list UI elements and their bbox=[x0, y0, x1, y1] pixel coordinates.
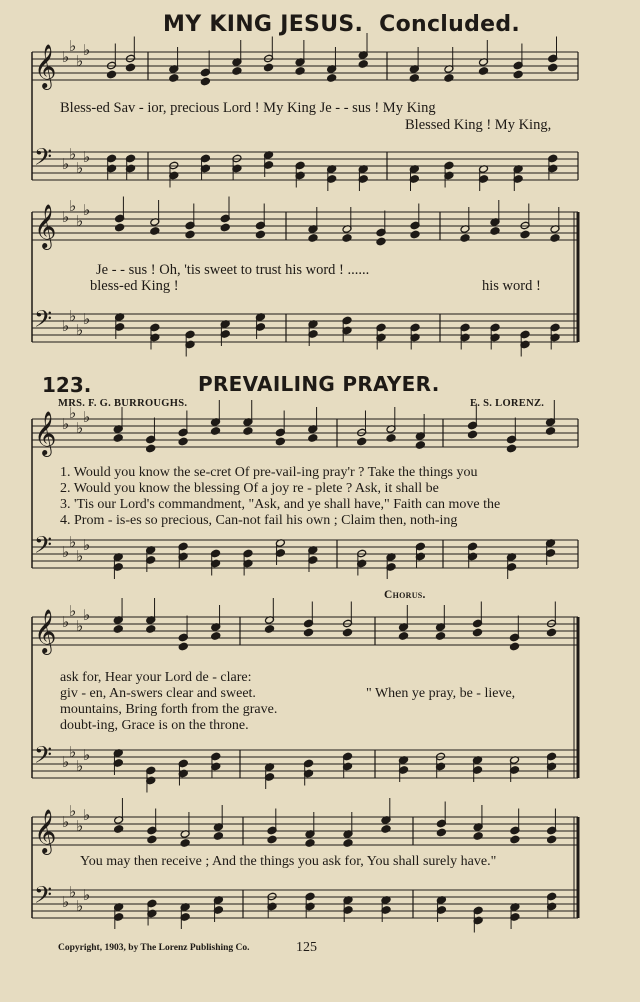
flat-icon: ♭ bbox=[83, 536, 91, 554]
flat-icon: ♭ bbox=[69, 145, 77, 163]
treble-clef-icon: 𝄞 bbox=[34, 204, 57, 248]
note-head bbox=[510, 642, 520, 651]
note-head bbox=[547, 628, 557, 637]
note-head bbox=[150, 227, 160, 236]
lyric-line-alt: his word ! bbox=[482, 278, 541, 294]
chorus-line: " When ye pray, be - lieve, bbox=[366, 686, 516, 701]
flat-icon: ♭ bbox=[69, 602, 77, 620]
bass-clef-icon: 𝄢 bbox=[34, 143, 53, 176]
flat-icon: ♭ bbox=[62, 893, 70, 911]
note-head bbox=[255, 230, 265, 239]
note-head bbox=[343, 839, 353, 848]
title-text: MY KING JESUS. bbox=[163, 12, 364, 37]
note-head bbox=[147, 835, 157, 844]
hymn-number: 123. bbox=[42, 373, 92, 397]
note-head bbox=[399, 632, 409, 641]
verse-line: giv - en, An-swers clear and sweet. bbox=[60, 686, 256, 701]
note-head bbox=[267, 835, 277, 844]
flat-icon: ♭ bbox=[69, 743, 77, 761]
copyright: Copyright, 1903, by The Lorenz Publishing Co. bbox=[58, 943, 250, 953]
note-head bbox=[358, 60, 368, 69]
note-head bbox=[546, 427, 556, 436]
verse-line: 1. Would you know the se-cret Of pre-vail-ing pray'r ? Take the things you bbox=[60, 465, 478, 480]
flat-icon: ♭ bbox=[83, 41, 91, 59]
note-head bbox=[178, 642, 188, 651]
note-head bbox=[444, 74, 454, 83]
flat-icon: ♭ bbox=[83, 806, 91, 824]
bass-clef-icon: 𝄢 bbox=[34, 881, 53, 914]
treble-clef-icon: 𝄞 bbox=[34, 809, 57, 853]
flat-icon: ♭ bbox=[62, 613, 70, 631]
note-head bbox=[436, 632, 446, 641]
note-head bbox=[113, 434, 123, 443]
note-head bbox=[468, 430, 478, 439]
flat-icon: ♭ bbox=[76, 617, 84, 635]
note-head bbox=[213, 832, 223, 841]
flat-icon: ♭ bbox=[69, 802, 77, 820]
note-head bbox=[473, 628, 483, 637]
flat-icon: ♭ bbox=[62, 415, 70, 433]
note-head bbox=[513, 70, 523, 79]
flat-icon: ♭ bbox=[76, 321, 84, 339]
note-head bbox=[479, 67, 489, 76]
flat-icon: ♭ bbox=[83, 310, 91, 328]
flat-icon: ♭ bbox=[76, 159, 84, 177]
flat-icon: ♭ bbox=[62, 543, 70, 561]
flat-icon: ♭ bbox=[62, 48, 70, 66]
note-head bbox=[185, 230, 195, 239]
flat-icon: ♭ bbox=[76, 897, 84, 915]
note-head bbox=[180, 839, 190, 848]
note-head bbox=[232, 67, 242, 76]
lyric-line: Bless-ed Sav - ior, precious Lord ! My King Je - - sus ! My King bbox=[60, 100, 436, 116]
note-head bbox=[114, 825, 124, 834]
note-head bbox=[436, 828, 446, 837]
flat-icon: ♭ bbox=[69, 307, 77, 325]
verse-line: doubt-ing, Grace is on the throne. bbox=[60, 718, 249, 733]
verse-line: 2. Would you know the blessing Of a joy re - plete ? Ask, it shall be bbox=[60, 481, 439, 496]
note-head bbox=[520, 230, 530, 239]
flat-icon: ♭ bbox=[83, 148, 91, 166]
note-head bbox=[113, 625, 123, 634]
chorus-label: Chorus. bbox=[384, 589, 426, 601]
flat-icon: ♭ bbox=[69, 883, 77, 901]
title-suffix: Concluded. bbox=[379, 12, 521, 37]
flat-icon: ♭ bbox=[83, 746, 91, 764]
verse-line: mountains, Bring forth from the grave. bbox=[60, 702, 278, 717]
note-head bbox=[146, 444, 156, 453]
treble-clef-icon: 𝄞 bbox=[34, 609, 57, 653]
flat-icon: ♭ bbox=[83, 408, 91, 426]
note-head bbox=[275, 437, 285, 446]
note-head bbox=[220, 223, 230, 232]
note-head bbox=[342, 234, 352, 243]
note-head bbox=[415, 441, 425, 450]
lyric-line-alt: bless-ed King ! bbox=[90, 278, 179, 294]
note-head bbox=[295, 67, 305, 76]
flat-icon: ♭ bbox=[62, 753, 70, 771]
note-head bbox=[327, 74, 337, 83]
flat-icon: ♭ bbox=[62, 155, 70, 173]
note-head bbox=[510, 835, 520, 844]
flat-icon: ♭ bbox=[69, 37, 77, 55]
note-head bbox=[357, 437, 367, 446]
note-head bbox=[305, 839, 315, 848]
flat-icon: ♭ bbox=[62, 208, 70, 226]
flat-icon: ♭ bbox=[69, 197, 77, 215]
bass-clef-icon: 𝄢 bbox=[34, 531, 53, 564]
note-head bbox=[308, 434, 318, 443]
note-head bbox=[107, 70, 117, 79]
chorus-line: You may then receive ; And the things you ask for, You shall surely have." bbox=[80, 854, 497, 869]
note-head bbox=[343, 628, 353, 637]
note-head bbox=[381, 825, 391, 834]
note-head bbox=[547, 835, 557, 844]
note-head bbox=[146, 625, 156, 634]
flat-icon: ♭ bbox=[83, 201, 91, 219]
note-head bbox=[115, 223, 125, 232]
note-head bbox=[376, 237, 386, 246]
page-number: 125 bbox=[296, 940, 317, 955]
flat-icon: ♭ bbox=[83, 606, 91, 624]
note-head bbox=[308, 234, 318, 243]
note-head bbox=[264, 63, 274, 72]
note-head bbox=[460, 234, 470, 243]
flat-icon: ♭ bbox=[69, 533, 77, 551]
note-head bbox=[211, 632, 221, 641]
note-head bbox=[126, 63, 136, 72]
note-head bbox=[473, 832, 483, 841]
flat-icon: ♭ bbox=[76, 212, 84, 230]
flat-icon: ♭ bbox=[76, 817, 84, 835]
note-head bbox=[200, 77, 210, 86]
note-head bbox=[490, 227, 500, 236]
bass-clef-icon: 𝄢 bbox=[34, 741, 53, 774]
note-head bbox=[550, 234, 560, 243]
hymn-composer: E. S. LORENZ. bbox=[470, 398, 545, 409]
flat-icon: ♭ bbox=[62, 317, 70, 335]
note-head bbox=[410, 230, 420, 239]
flat-icon: ♭ bbox=[76, 52, 84, 70]
verse-line: ask for, Hear your Lord de - clare: bbox=[60, 670, 252, 685]
note-head bbox=[304, 628, 314, 637]
flat-icon: ♭ bbox=[76, 419, 84, 437]
note-head bbox=[409, 74, 419, 83]
note-head bbox=[548, 63, 558, 72]
lyric-line-alt: Blessed King ! My King, bbox=[405, 117, 552, 133]
flat-icon: ♭ bbox=[62, 813, 70, 831]
note-head bbox=[507, 444, 517, 453]
hymn-title: PREVAILING PRAYER. bbox=[198, 372, 440, 396]
treble-clef-icon: 𝄞 bbox=[34, 411, 57, 455]
lyric-line: Je - - sus ! Oh, 'tis sweet to trust his word ! ...... bbox=[96, 262, 370, 278]
note-head bbox=[386, 434, 396, 443]
hymn-author: MRS. F. G. BURROUGHS. bbox=[58, 398, 188, 409]
verse-line: 4. Prom - is-es so precious, Can-not fail his own ; Claim then, noth-ing bbox=[60, 513, 458, 528]
flat-icon: ♭ bbox=[69, 404, 77, 422]
flat-icon: ♭ bbox=[83, 886, 91, 904]
note-head bbox=[243, 427, 253, 436]
note-head bbox=[169, 74, 179, 83]
note-head bbox=[265, 625, 275, 634]
bass-clef-icon: 𝄢 bbox=[34, 305, 53, 338]
treble-clef-icon: 𝄞 bbox=[34, 44, 57, 88]
flat-icon: ♭ bbox=[76, 547, 84, 565]
note-head bbox=[211, 427, 221, 436]
flat-icon: ♭ bbox=[76, 757, 84, 775]
verse-line: 3. 'Tis our Lord's commandment, "Ask, and ye shall have," Faith can move the bbox=[60, 497, 501, 512]
note-head bbox=[178, 437, 188, 446]
